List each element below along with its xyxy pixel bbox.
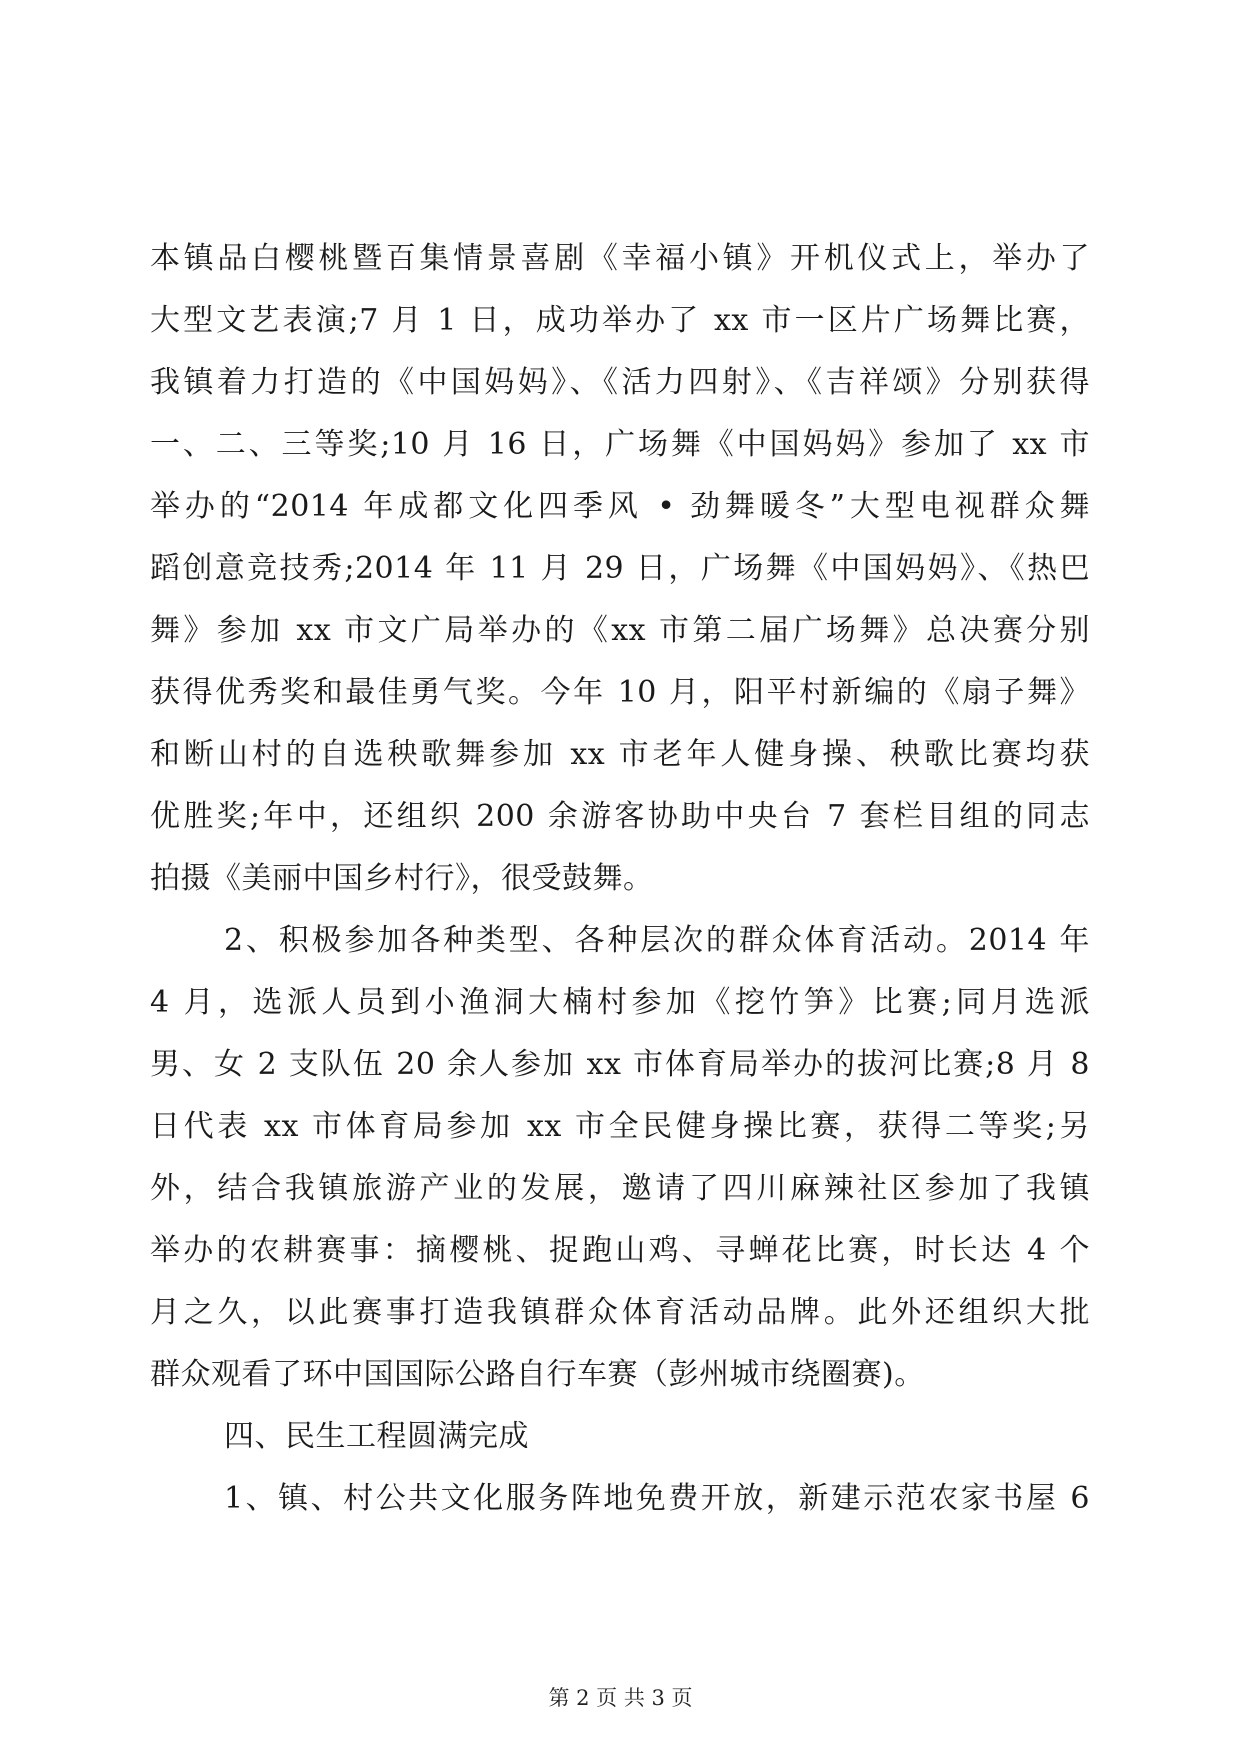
- text-line: 本镇品白樱桃暨百集情景喜剧《幸福小镇》开机仪式上，举办了: [150, 241, 1090, 276]
- text-line: 4 月，选派人员到小渔洞大楠村参加《挖竹笋》比赛;同月选派: [150, 985, 1090, 1020]
- text-line: 2、积极参加各种类型、各种层次的群众体育活动。2014 年: [224, 923, 1090, 958]
- text-line: 日代表 xx 市体育局参加 xx 市全民健身操比赛，获得二等奖;另: [150, 1109, 1090, 1144]
- text-line: 和断山村的自选秧歌舞参加 xx 市老年人健身操、秧歌比赛均获: [150, 737, 1090, 772]
- document-body: [150, 228, 1090, 1530]
- text-line: 获得优秀奖和最佳勇气奖。今年 10 月，阳平村新编的《扇子舞》: [150, 675, 1090, 710]
- text-line: 拍摄《美丽中国乡村行》，很受鼓舞。: [150, 861, 654, 896]
- text-line: 男、女 2 支队伍 20 余人参加 xx 市体育局举办的拔河比赛;8 月 8: [150, 1047, 1090, 1082]
- text-line: 舞》参加 xx 市文广局举办的《xx 市第二届广场舞》总决赛分别: [150, 613, 1090, 648]
- section-heading: 四、民生工程圆满完成: [224, 1419, 529, 1454]
- text-line: 大型文艺表演;7 月 1 日，成功举办了 xx 市一区片广场舞比赛，: [150, 303, 1090, 338]
- text-line: 我镇着力打造的《中国妈妈》、《活力四射》、《吉祥颂》分别获得: [150, 365, 1090, 400]
- page-number: 第 2 页 共 3 页: [548, 1686, 693, 1710]
- text-line: 举办的“2014 年成都文化四季风 • 劲舞暖冬”大型电视群众舞: [150, 489, 1090, 524]
- text-line: 举办的农耕赛事：摘樱桃、捉跑山鸡、寻蝉花比赛，时长达 4 个: [150, 1233, 1090, 1268]
- text-line: 一、二、三等奖;10 月 16 日，广场舞《中国妈妈》参加了 xx 市: [150, 427, 1090, 462]
- text-line: 群众观看了环中国国际公路自行车赛（彭州城市绕圈赛)。: [150, 1357, 925, 1392]
- text-line: 优胜奖;年中，还组织 200 余游客协助中央台 7 套栏目组的同志: [150, 799, 1090, 834]
- text-line: 蹈创意竞技秀;2014 年 11 月 29 日，广场舞《中国妈妈》、《热巴: [150, 551, 1090, 586]
- text-line: 外，结合我镇旅游产业的发展，邀请了四川麻辣社区参加了我镇: [150, 1171, 1090, 1206]
- text-line: 1、镇、村公共文化服务阵地免费开放，新建示范农家书屋 6: [224, 1481, 1090, 1516]
- page-footer: [0, 1683, 1241, 1713]
- text-line: 月之久，以此赛事打造我镇群众体育活动品牌。此外还组织大批: [150, 1295, 1090, 1330]
